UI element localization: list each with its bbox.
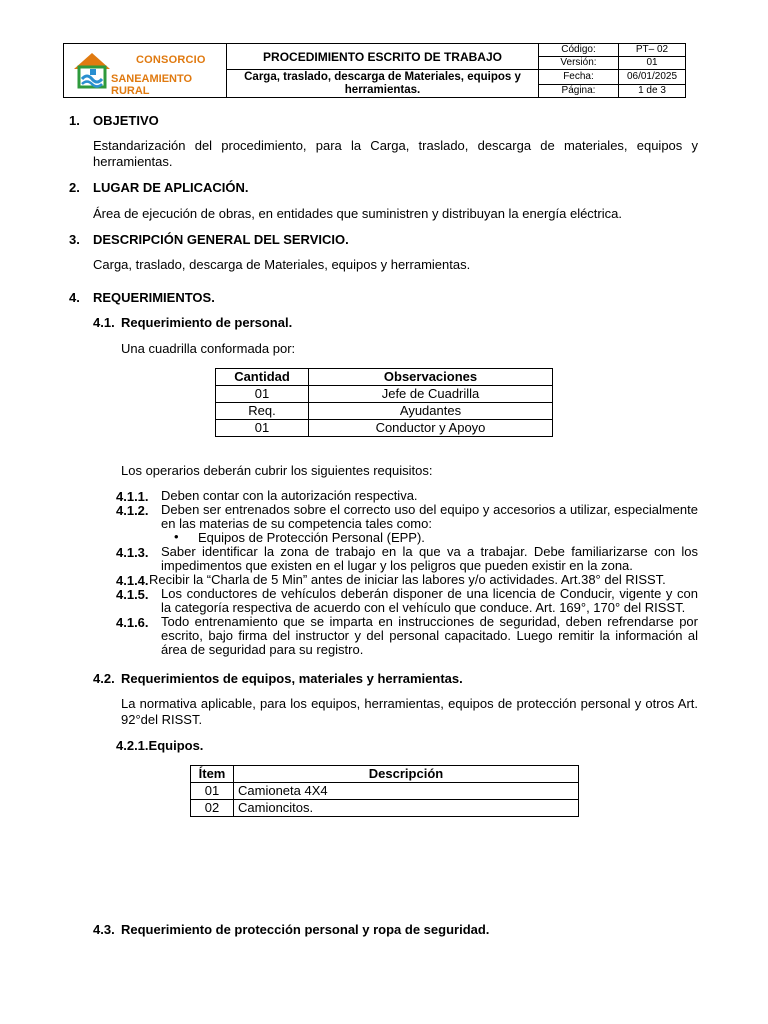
item-4-1-6-text: Todo entrenamiento que se imparta en instrucciones de seguridad, deben refrendarse por escrito, bajo firma del instructor y del personal capacitado. Luego remitir la información al área de seguridad para su registro. (161, 614, 698, 657)
item-4-1-4-text: Recibir la “Charla de 5 Min” antes de iniciar las labores y/o actividades. Art.38° del RISST. (149, 572, 666, 587)
table-row (216, 386, 553, 403)
logo (64, 44, 227, 98)
section-4-3-number: 4.3. (93, 922, 115, 937)
table-header: Descripción (234, 766, 579, 783)
logo-line-2: SANEAMIENTO RURAL (111, 73, 193, 97)
table-row (191, 800, 579, 817)
section-2-title: LUGAR DE APLICACIÓN. (93, 180, 249, 195)
table-header: Cantidad (216, 369, 309, 386)
section-4-2-title: Requerimientos de equipos, materiales y herramientas. (121, 671, 463, 686)
table-cell: 02 (191, 800, 234, 817)
table-cell: Conductor y Apoyo (309, 420, 553, 437)
section-3-text: Carga, traslado, descarga de Materiales, equipos y herramientas. (93, 257, 471, 272)
section-1-number: 1. (69, 113, 80, 128)
table-cell: 01 (191, 783, 234, 800)
table-header: Observaciones (309, 369, 553, 386)
table-cell: Camioneta 4X4 (234, 783, 579, 800)
section-2-text: Área de ejecución de obras, en entidades que suministren y distribuyan la energía eléctrica. (93, 206, 622, 221)
requirements-intro: Los operarios deberán cubrir los siguientes requisitos: (121, 463, 433, 478)
table-cell: Camioncitos. (234, 800, 579, 817)
field-value-date: 06/01/2025 (619, 70, 686, 85)
section-4-1-number: 4.1. (93, 315, 115, 330)
table-header-row (191, 766, 579, 783)
table-header: Ítem (191, 766, 234, 783)
item-4-1-1-text: Deben contar con la autorización respectiva. (161, 488, 418, 503)
section-3-title: DESCRIPCIÓN GENERAL DEL SERVICIO. (93, 232, 349, 247)
section-3-number: 3. (69, 232, 80, 247)
section-4-2-1-title: 4.2.1.Equipos. (116, 738, 204, 753)
field-label-code: Código: (539, 44, 619, 57)
section-4-title: REQUERIMIENTOS. (93, 290, 215, 305)
table-cell: Ayudantes (309, 403, 553, 420)
item-4-1-4-number: 4.1.4. (116, 573, 149, 588)
section-1-text: Estandarización del procedimiento, para la Carga, traslado, descarga de materiales, equipos y herramientas. (93, 138, 698, 169)
bullet-epp: Equipos de Protección Personal (EPP). (198, 530, 425, 545)
equipment-table (190, 765, 579, 817)
table-row (191, 783, 579, 800)
personnel-intro: Una cuadrilla conformada por: (121, 341, 296, 356)
section-4-3-title: Requerimiento de protección personal y ropa de seguridad. (121, 922, 490, 937)
doc-title: PROCEDIMIENTO ESCRITO DE TRABAJO (227, 44, 539, 70)
document-header (63, 43, 686, 98)
field-label-page: Página: (539, 84, 619, 98)
item-4-1-3-text: Saber identificar la zona de trabajo en la que va a trabajar. Debe familiarizarse con los impedimentos que existen en el lugar y los peligros que pueden existir en la zona. (161, 544, 698, 573)
field-value-version: 01 (619, 57, 686, 70)
item-4-1-1-number: 4.1.1. (116, 489, 149, 504)
table-cell: Jefe de Cuadrilla (309, 386, 553, 403)
section-4-2-number: 4.2. (93, 671, 115, 686)
section-2-number: 2. (69, 180, 80, 195)
table-header-row (216, 369, 553, 386)
item-4-1-3-number: 4.1.3. (116, 545, 149, 560)
personnel-table (215, 368, 553, 437)
logo-line-1: CONSORCIO (136, 54, 206, 66)
item-4-1-5-number: 4.1.5. (116, 587, 149, 602)
item-4-1-5-text: Los conductores de vehículos deberán disponer de una licencia de Conducir, vigente y con la categoría respectiva de acuerdo con el vehículo que conduce. Art. 169°, 170° del RISST. (161, 586, 698, 615)
section-4-2-text: La normativa aplicable, para los equipos, herramientas, equipos de protección personal y otros Art. 92°del RISST. (121, 696, 698, 727)
field-value-code: PT– 02 (619, 44, 686, 57)
item-4-1-6-number: 4.1.6. (116, 615, 149, 630)
table-cell: 01 (216, 386, 309, 403)
table-row (216, 420, 553, 437)
field-label-version: Versión: (539, 57, 619, 70)
item-4-1-2-number: 4.1.2. (116, 503, 149, 518)
table-row (216, 403, 553, 420)
section-4-number: 4. (69, 290, 80, 305)
item-4-1-2-text: Deben ser entrenados sobre el correcto uso del equipo y accesorios a utilizar, especialmente en las materias de su competencia tales como: (161, 502, 698, 531)
table-cell: 01 (216, 420, 309, 437)
section-1-title: OBJETIVO (93, 113, 159, 128)
doc-subtitle: Carga, traslado, descarga de Materiales, equipos y herramientas. (227, 70, 539, 98)
table-cell: Req. (216, 403, 309, 420)
bullet-dot: • (174, 529, 179, 544)
section-4-1-title: Requerimiento de personal. (121, 315, 293, 330)
field-label-date: Fecha: (539, 70, 619, 85)
field-value-page: 1 de 3 (619, 84, 686, 98)
